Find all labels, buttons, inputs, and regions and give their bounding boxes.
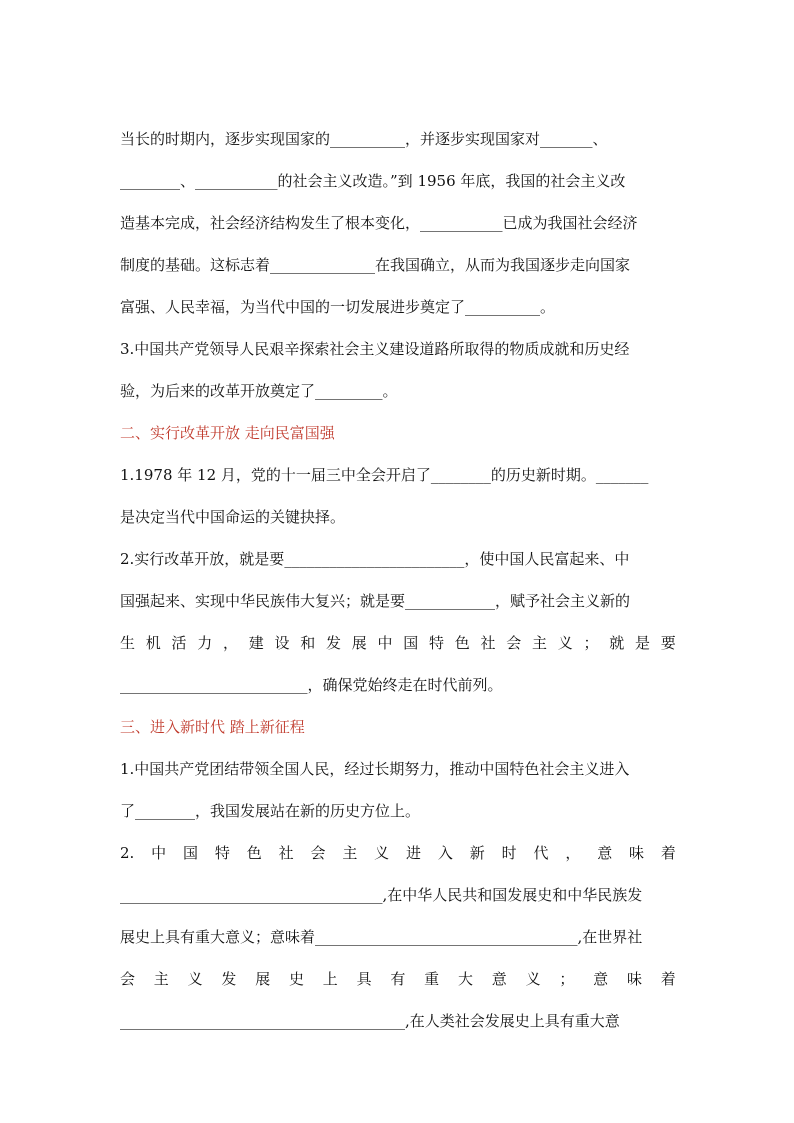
justified-text-line (120, 832, 676, 874)
text-line: _________________________，确保党始终走在时代前列。 (120, 676, 503, 694)
spread-char: 着 (660, 844, 676, 862)
text-line: 造基本完成，社会经济结构发生了根本变化，___________已成为我国社会经济 (120, 214, 638, 232)
text-line: 了________，我国发展站在新的历史方位上。 (120, 802, 421, 820)
spread-char: 是 (635, 634, 651, 652)
spread-char: 发 (326, 634, 342, 652)
justified-text-line (120, 622, 676, 664)
spread-char: 特 (214, 844, 230, 862)
spread-char: 义 (557, 634, 573, 652)
text-line: 富强、人民幸福，为当代中国的一切发展进步奠定了__________。 (120, 298, 556, 316)
spread-char: 色 (246, 844, 262, 862)
spread-char: ； (559, 970, 575, 988)
spread-char: 入 (437, 844, 453, 862)
spread-char: ， (223, 634, 239, 652)
spread-char: 2. (120, 844, 135, 862)
spread-char: 展 (255, 970, 271, 988)
spread-char: 意 (491, 970, 507, 988)
spread-char: 特 (429, 634, 445, 652)
spread-char: 义 (374, 844, 390, 862)
spread-char: 国 (183, 844, 199, 862)
text-line: 制度的基础。这标志着______________在我国确立，从而为我国逐步走向国家 (120, 256, 631, 274)
spread-char: 时 (501, 844, 517, 862)
spread-char: 展 (351, 634, 367, 652)
spread-char: 史 (288, 970, 304, 988)
spread-char: 有 (390, 970, 406, 988)
spread-char: 机 (145, 634, 161, 652)
text-line: 是决定当代中国命运的关键抉择。 (120, 508, 346, 526)
spread-char: 主 (153, 970, 169, 988)
section-heading-reform: 二、实行改革开放 走向民富国强 (120, 424, 335, 442)
spread-char: 主 (342, 844, 358, 862)
spread-char: 味 (626, 970, 642, 988)
text-line: ________、___________的社会主义改造。”到 1956 年底，我国的社会主义改 (120, 172, 626, 190)
spread-char: 中 (377, 634, 393, 652)
spread-char: 味 (629, 844, 645, 862)
spread-char: 力 (197, 634, 213, 652)
text-line: 展史上具有重大意义；意味着___________________________________,在世界社 (120, 928, 643, 946)
spread-char: 意 (597, 844, 613, 862)
spread-char: 色 (454, 634, 470, 652)
spread-char: 大 (457, 970, 473, 988)
spread-char: 具 (356, 970, 372, 988)
text-line: 2.实行改革开放，就是要________________________，使中国人民富起来、中 (120, 550, 630, 568)
spread-char: 新 (469, 844, 485, 862)
spread-char: ， (565, 844, 581, 862)
section-heading-new-era: 三、进入新时代 踏上新征程 (120, 718, 305, 736)
spread-char: 社 (480, 634, 496, 652)
text-line: 当长的时期内，逐步实现国家的__________，并逐步实现国家对_______、 (120, 130, 608, 148)
spread-char: 意 (593, 970, 609, 988)
spread-char: 进 (406, 844, 422, 862)
spread-char: 发 (221, 970, 237, 988)
text-line: 验，为后来的改革开放奠定了_________。 (120, 382, 398, 400)
document-page (120, 118, 676, 1042)
text-line: 3.中国共产党领导人民艰辛探索社会主义建设道路所取得的物质成就和历史经 (120, 340, 630, 358)
spread-char: 就 (609, 634, 625, 652)
spread-char: 重 (424, 970, 440, 988)
spread-char: 生 (120, 634, 136, 652)
text-line: 国强起来、实现中华民族伟大复兴；就是要____________，赋予社会主义新的 (120, 592, 631, 610)
spread-char: 和 (300, 634, 316, 652)
spread-char: 义 (525, 970, 541, 988)
spread-char: 社 (278, 844, 294, 862)
spread-char: 中 (151, 844, 167, 862)
spread-char: 要 (660, 634, 676, 652)
text-line: 1.中国共产党团结带领全国人民，经过长期努力，推动中国特色社会主义进入 (120, 760, 630, 778)
spread-char: 会 (120, 970, 136, 988)
spread-char: 设 (274, 634, 290, 652)
text-line: 1.1978 年 12 月，党的十一届三中全会开启了________的历史新时期。_______ (120, 466, 649, 484)
spread-char: ； (583, 634, 599, 652)
spread-char: 着 (660, 970, 676, 988)
spread-char: 代 (533, 844, 549, 862)
text-line: ______________________________________,在人类社会发展史上具有重大意 (120, 1012, 620, 1030)
spread-char: 国 (403, 634, 419, 652)
spread-char: 会 (506, 634, 522, 652)
spread-char: 上 (322, 970, 338, 988)
spread-char: 主 (532, 634, 548, 652)
spread-char: 义 (187, 970, 203, 988)
spread-char: 建 (248, 634, 264, 652)
justified-text-line (120, 958, 676, 1000)
spread-char: 活 (171, 634, 187, 652)
text-line: ___________________________________,在中华人民共和国发展史和中华民族发 (120, 886, 643, 904)
spread-char: 会 (310, 844, 326, 862)
